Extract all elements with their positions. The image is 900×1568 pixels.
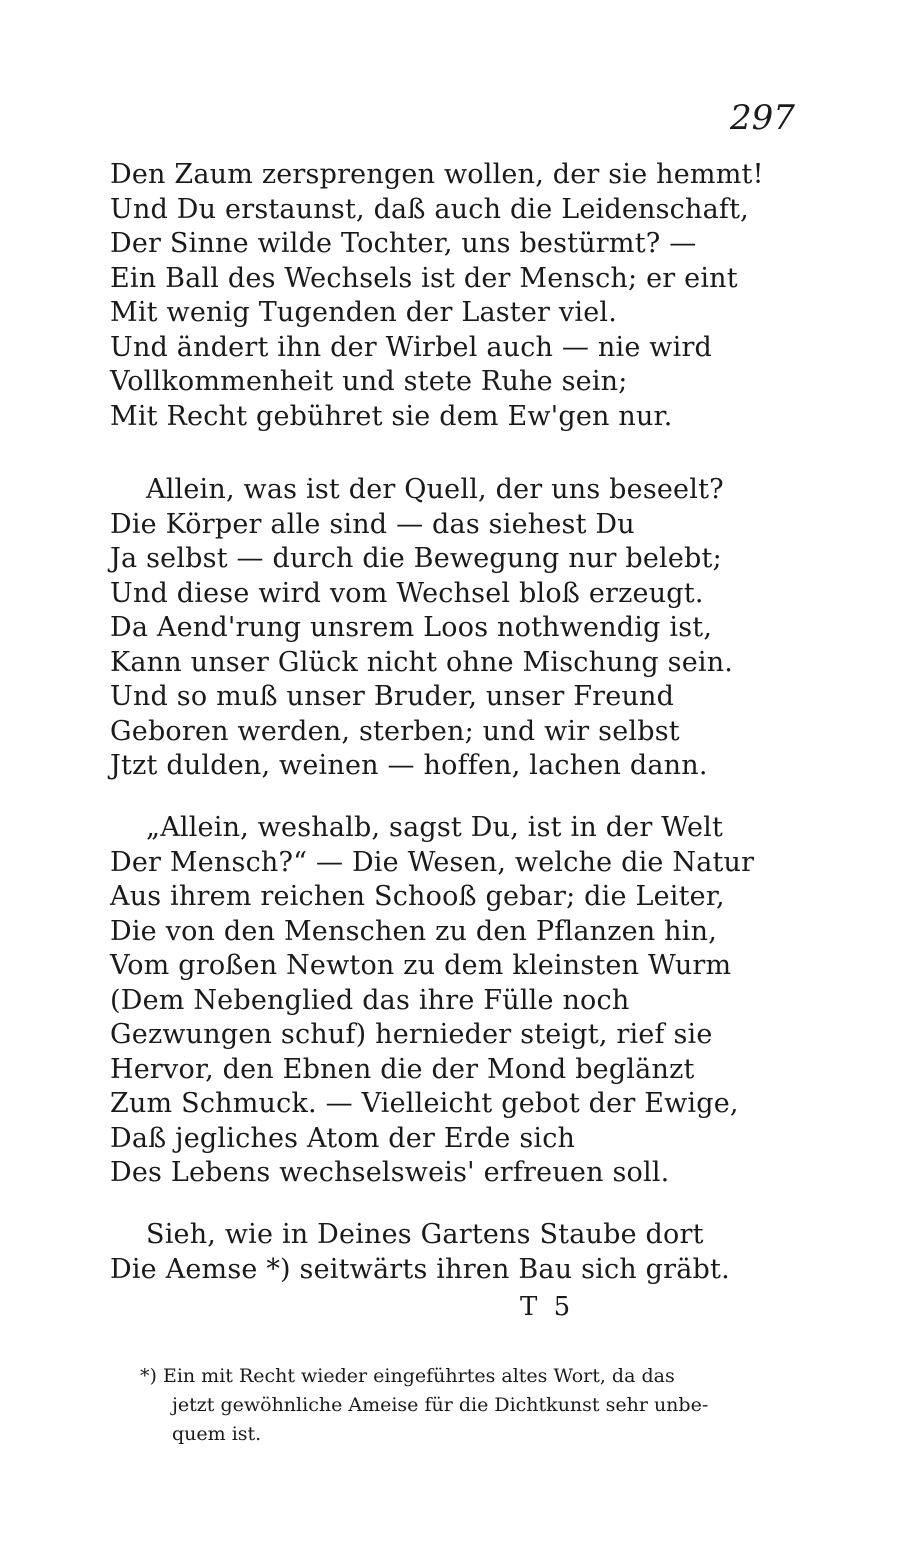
- verse-line: Jtzt dulden, weinen — hoffen, lachen dann.: [110, 750, 708, 781]
- verse-line: Mit Recht gebühret sie dem Ew'gen nur.: [110, 400, 673, 432]
- signature-mark: T 5: [520, 1292, 575, 1322]
- verse-line: Allein, was ist der Quell, der uns beseelt?: [146, 474, 724, 505]
- stanza-2: [110, 473, 810, 784]
- footnote-line: jetzt gewöhnliche Ameise für die Dichtkunst sehr unbe-: [172, 1394, 709, 1416]
- verse-line: Und so muß unser Bruder, unser Freund: [110, 681, 675, 712]
- verse-line: Kann unser Glück nicht ohne Mischung sein.: [110, 646, 734, 678]
- verse-line: Den Zaum zersprengen wollen, der sie hemmt!: [110, 159, 764, 190]
- verse-line: Vollkommenheit und stete Ruhe sein;: [110, 366, 628, 397]
- page-number: 297: [730, 98, 795, 138]
- stanza-3: [110, 811, 810, 1191]
- stanza-1: [110, 158, 810, 434]
- verse-line: „Allein, weshalb, sagst Du, ist in der Welt: [146, 812, 724, 843]
- verse-line: Und ändert ihn der Wirbel auch — nie wird: [110, 331, 713, 363]
- verse-line: (Dem Nebenglied das ihre Fülle noch: [110, 984, 630, 1016]
- verse-line: Gezwungen schuf) hernieder steigt, rief sie: [110, 1019, 713, 1050]
- verse-line: Hervor, den Ebnen die der Mond beglänzt: [110, 1053, 695, 1085]
- verse-line: Ja selbst — durch die Bewegung nur belebt;: [110, 543, 722, 574]
- verse-line: Aus ihrem reichen Schooß gebar; die Leiter,: [110, 881, 725, 912]
- verse-line: Der Sinne wilde Tochter, uns bestürmt? —: [110, 228, 697, 259]
- verse-line: Die Aemse *) seitwärts ihren Bau sich gräbt.: [110, 1253, 730, 1285]
- verse-line: Und Du erstaunst, daß auch die Leidenschaft,: [110, 193, 749, 225]
- verse-line: Die Körper alle sind — das siehest Du: [110, 508, 635, 540]
- footnote-line: quem ist.: [172, 1423, 262, 1445]
- verse-line: Und diese wird vom Wechsel bloß erzeugt.: [110, 577, 704, 609]
- verse-line: Da Aend'rung unsrem Loos nothwendig ist,: [110, 612, 713, 643]
- footnote-line: *) Ein mit Recht wieder eingeführtes altes Wort, da das: [140, 1365, 675, 1387]
- verse-line: Sieh, wie in Deines Gartens Staube dort: [146, 1219, 704, 1250]
- verse-line: Daß jegliches Atom der Erde sich: [110, 1122, 576, 1154]
- verse-line: Vom großen Newton zu dem kleinsten Wurm: [110, 950, 732, 981]
- verse-line: Ein Ball des Wechsels ist der Mensch; er eint: [110, 262, 738, 294]
- verse-line: Mit wenig Tugenden der Laster viel.: [110, 297, 618, 328]
- verse-line: Des Lebens wechselsweis' erfreuen soll.: [110, 1157, 670, 1188]
- verse-line: Die von den Menschen zu den Pflanzen hin,: [110, 915, 717, 947]
- verse-line: Der Mensch?“ — Die Wesen, welche die Natur: [110, 846, 755, 878]
- stanza-4: [110, 1218, 810, 1287]
- verse-line: Geboren werden, sterben; und wir selbst: [110, 715, 680, 747]
- footnote: [140, 1362, 830, 1449]
- verse-line: Zum Schmuck. — Vielleicht gebot der Ewige,: [110, 1088, 739, 1119]
